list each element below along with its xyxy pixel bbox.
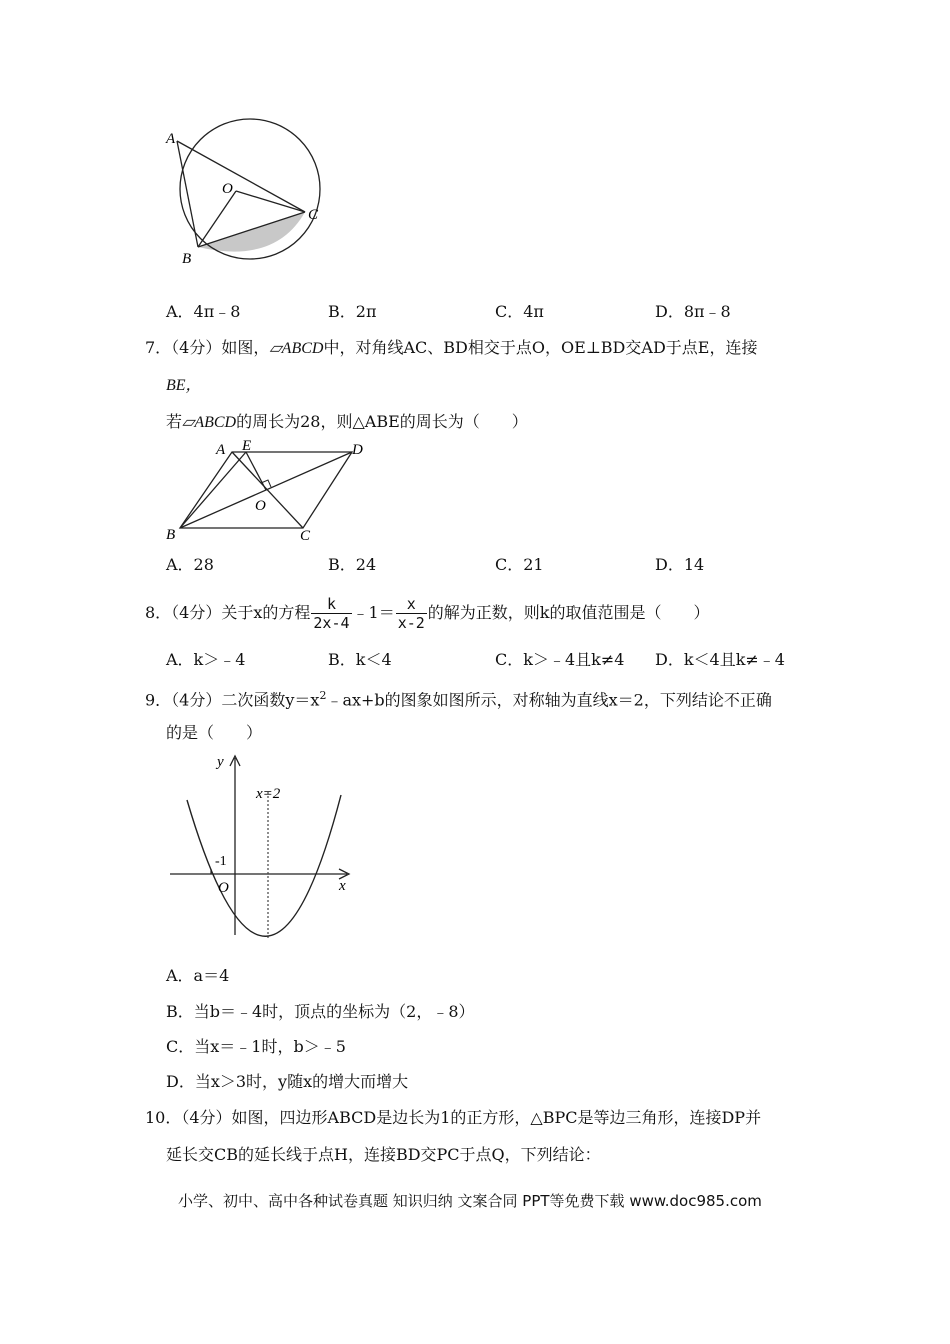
q7-stem-line1 bbox=[145, 338, 757, 359]
q8-frac2-den: x-2 bbox=[397, 614, 425, 632]
q8-option-c[interactable]: C．k＞﹣4且k≠4 bbox=[495, 650, 625, 669]
q7-parallelogram: ▱ABCD bbox=[269, 340, 324, 357]
q9-option-c[interactable]: C．当x＝﹣1时，b＞﹣5 bbox=[166, 1037, 346, 1056]
shaded-segment bbox=[198, 212, 305, 252]
q8-fraction-2 bbox=[396, 595, 427, 632]
q7-ruo: 若 bbox=[166, 412, 183, 431]
q6-circle-figure bbox=[160, 105, 340, 280]
q8-option-d[interactable]: D．k＜4且k≠﹣4 bbox=[655, 650, 785, 669]
q7-stem-line3 bbox=[166, 412, 528, 433]
q8-frac1-den: 2x-4 bbox=[313, 614, 350, 632]
label-o: O bbox=[222, 181, 233, 197]
q7-line3-rest: 的周长为28，则△ABE的周长为（ ） bbox=[236, 412, 528, 431]
q8-prefix: 8．（4分）关于x的方程 bbox=[145, 603, 311, 622]
q8-option-b[interactable]: B．k＜4 bbox=[328, 650, 392, 669]
label-a: A bbox=[166, 131, 176, 147]
label-a: A bbox=[216, 442, 226, 458]
q8-stem bbox=[145, 593, 710, 633]
label-y: y bbox=[217, 754, 224, 770]
radius-oc bbox=[236, 191, 305, 212]
q7-parallelogram-2: ▱ABCD bbox=[182, 414, 237, 431]
label-d: D bbox=[352, 442, 363, 458]
q7-option-a[interactable]: A．28 bbox=[166, 555, 214, 574]
q6-option-b[interactable]: B．2π bbox=[328, 302, 377, 321]
q7-parallelogram-figure bbox=[160, 438, 370, 548]
label-origin: O bbox=[218, 880, 229, 896]
label-o: O bbox=[255, 498, 266, 514]
segment-be bbox=[180, 452, 246, 528]
q9-prefix: 9．（4分）二次函数y＝x bbox=[145, 690, 320, 710]
q8-fraction-1 bbox=[311, 595, 351, 632]
chord-ac bbox=[177, 141, 305, 212]
q7-stem-line2: BE， bbox=[166, 377, 202, 394]
q9-option-b[interactable]: B．当b＝﹣4时，顶点的坐标为（2，﹣8） bbox=[166, 1002, 475, 1021]
q9-stem-line2: 的是（ ） bbox=[166, 723, 263, 742]
label-c: C bbox=[308, 207, 319, 223]
q9-option-a[interactable]: A．a＝4 bbox=[166, 966, 230, 985]
q8-suffix: 的解为正数，则k的取值范围是（ ） bbox=[427, 603, 710, 622]
q8-frac2-num: x bbox=[396, 595, 427, 614]
label-neg1: -1 bbox=[215, 854, 227, 869]
q7-option-d[interactable]: D．14 bbox=[655, 555, 705, 574]
q10-stem-line2: 延长交CB的延长线于点H，连接BD交PC于点Q，下列结论： bbox=[166, 1145, 601, 1164]
label-b: B bbox=[182, 251, 192, 267]
label-e: E bbox=[242, 438, 252, 454]
q9-option-d[interactable]: D．当x＞3时，y随x的增大而增大 bbox=[166, 1072, 409, 1091]
q7-option-c[interactable]: C．21 bbox=[495, 555, 544, 574]
q9-stem-line1 bbox=[145, 686, 772, 710]
q9-exponent: 2 bbox=[319, 689, 327, 702]
q7-prefix: 7．（4分）如图， bbox=[145, 338, 270, 357]
q7-option-b[interactable]: B．24 bbox=[328, 555, 377, 574]
parabola-curve bbox=[187, 795, 341, 936]
q8-frac1-num: k bbox=[311, 595, 351, 614]
q6-option-a[interactable]: A．4π﹣8 bbox=[166, 302, 241, 321]
q6-option-d[interactable]: D．8π﹣8 bbox=[655, 302, 731, 321]
q9-parabola-figure bbox=[165, 750, 360, 945]
q8-middle: ﹣1＝ bbox=[352, 603, 395, 622]
q10-stem-line1: 10．（4分）如图，四边形ABCD是边长为1的正方形，△BPC是等边三角形，连接DP并 bbox=[145, 1108, 762, 1127]
q8-option-a[interactable]: A．k＞﹣4 bbox=[166, 650, 246, 669]
q9-rest: ﹣ax+b的图象如图所示，对称轴为直线x＝2，下列结论不正确 bbox=[326, 690, 772, 710]
label-axis: x=2 bbox=[256, 786, 281, 802]
q7-rest: 中，对角线AC、BD相交于点O，OE⊥BD交AD于点E，连接 bbox=[323, 338, 758, 357]
page-footer: 小学、初中、高中各种试卷真题 知识归纳 文案合同 PPT等免费下载 www.doc985.com bbox=[178, 1192, 762, 1210]
label-c: C bbox=[300, 528, 311, 544]
q6-option-c[interactable]: C．4π bbox=[495, 302, 544, 321]
label-x: x bbox=[339, 878, 346, 894]
label-b: B bbox=[166, 527, 176, 543]
